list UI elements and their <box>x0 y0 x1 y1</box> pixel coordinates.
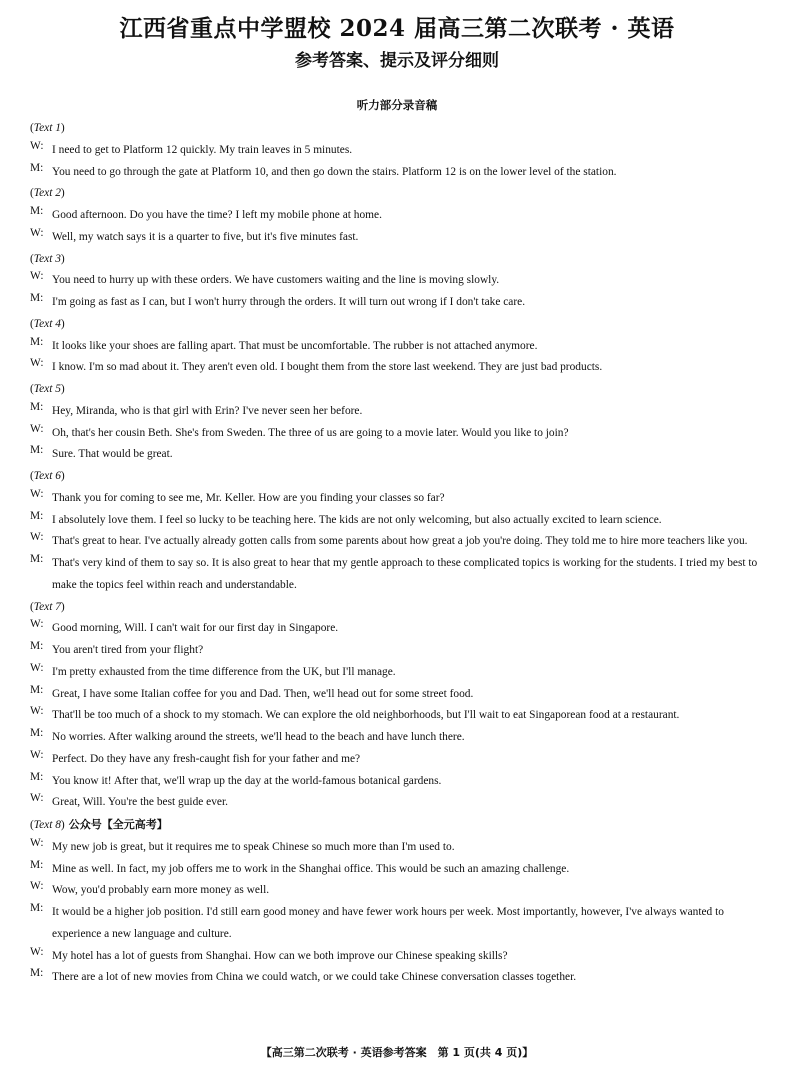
dialogue-line <box>30 357 772 379</box>
speaker-label: M: <box>30 770 44 783</box>
dialogue-line <box>30 792 772 814</box>
dialogue-text: Well, my watch says it is a quarter to five, but it's five minutes fast. <box>52 230 359 243</box>
dialogue-line <box>30 488 772 510</box>
dialogue-text: That's great to hear. I've actually already gotten calls from some parents about how great a job you're doing. They told me to hire more teachers like you. <box>52 535 748 548</box>
text-label: (Text 4) <box>30 317 65 330</box>
dialogue-line <box>30 292 772 314</box>
speaker-label: M: <box>30 205 44 217</box>
dialogue-text: There are a lot of new movies from China we could watch, or we could take Chinese conversation classes together. <box>52 971 577 984</box>
speaker-label: W: <box>30 531 44 544</box>
dialogue-text: Wow, you'd probably earn more money as well. <box>52 884 270 897</box>
speaker-label: W: <box>30 748 44 761</box>
dialogue-line <box>30 771 772 793</box>
speaker-label: M: <box>30 509 44 522</box>
dialogue-text: Sure. That would be great. <box>52 448 173 461</box>
text-label: (Text 1) <box>30 122 65 134</box>
dialogue-text: Mine as well. In fact, my job offers me to work in the Shanghai office. This would be such an amazing challenge. <box>52 862 570 875</box>
speaker-label: M: <box>30 292 44 304</box>
dialogue-line <box>30 510 772 532</box>
dialogue-line <box>30 967 772 989</box>
dialogue-line <box>30 902 772 946</box>
text-label: (Text 5) <box>30 383 65 395</box>
dialogue-text: Oh, that's her cousin Beth. She's from Sweden. The three of us are going to a movie later. Would you like to join? <box>52 426 569 439</box>
speaker-label: M: <box>30 640 44 652</box>
speaker-label: M: <box>30 553 44 565</box>
dialogue-text: You know it! After that, we'll wrap up the day at the world-famous botanical gardens. <box>52 774 442 787</box>
dialogue-text: No worries. After walking around the streets, we'll head to the beach and have lunch there. <box>52 731 465 743</box>
dialogue-line <box>30 531 772 553</box>
page-footer: 【高三第二次联考 · 英语参考答案 第 1 页(共 4 页)】 <box>260 1046 534 1059</box>
dialogue-text: I absolutely love them. I feel so lucky to be teaching here. The kids are not only welcoming, but also actually excited to learn science. <box>52 513 662 526</box>
dialogue-line <box>30 880 772 902</box>
text-label: (Text 2) <box>30 187 65 200</box>
speaker-label: M: <box>30 683 44 696</box>
dialogue-line <box>30 444 772 466</box>
speaker-label: W: <box>30 945 44 958</box>
dialogue-line <box>30 640 772 662</box>
dialogue-text: Perfect. Do they have any fresh-caught fish for your father and me? <box>52 752 361 765</box>
dialogue-line <box>30 205 772 227</box>
text-label: (Text 6) <box>30 470 65 482</box>
speaker-label: W: <box>30 880 44 893</box>
text-label: (Text 8) 公众号【全元高考】 <box>30 818 168 831</box>
dialogue-text: Hey, Miranda, who is that girl with Erin? I've never seen her before. <box>52 404 363 417</box>
speaker-label: W: <box>30 792 44 805</box>
dialogue-text: Good morning, Will. I can't wait for our first day in Singapore. <box>52 622 339 635</box>
dialogue-line <box>30 423 772 445</box>
dialogue-line <box>30 705 772 727</box>
dialogue-text: It would be a higher job position. I'd still earn good money and have fewer work hours per week. Most importantly, however, I've always wanted to experience a new language and culture. <box>52 906 724 940</box>
dialogue-text: I need to get to Platform 12 quickly. My train leaves in 5 minutes. <box>52 143 353 156</box>
dialogue-line <box>30 140 772 162</box>
dialogue-text: That's very kind of them to say so. It is also great to hear that my gentle approach to these complicated topics is working for the students. I tried my best to make the topics feel within reach and understandable. <box>52 557 758 591</box>
dialogue-line <box>30 553 772 597</box>
speaker-label: W: <box>30 618 44 631</box>
text-label: (Text 3) <box>30 252 65 265</box>
speaker-label: M: <box>30 967 44 980</box>
dialogue-text: I know. I'm so mad about it. They aren't even old. I bought them from the store last weekend. They are just bad products. <box>52 361 603 374</box>
speaker-label: M: <box>30 902 44 914</box>
dialogue-line <box>30 227 772 249</box>
speaker-label: W: <box>30 139 44 152</box>
dialogue-text: Good afternoon. Do you have the time? I left my mobile phone at home. <box>52 209 382 221</box>
speaker-label: W: <box>30 487 44 500</box>
dialogue-line <box>30 727 772 749</box>
dialogue-line <box>30 336 772 358</box>
document-subtitle: 参考答案、提示及评分细则 <box>295 51 499 71</box>
dialogue-text: That'll be too much of a shock to my stomach. We can explore the old neighborhoods, but I'll wait to eat Singaporean food at a restaurant. <box>52 709 680 722</box>
dialogue-text: You need to go through the gate at Platform 10, and then go down the stairs. Platform 12 is on the lower level of the station. <box>52 165 617 178</box>
speaker-label: M: <box>30 335 44 348</box>
speaker-label: M: <box>30 444 44 457</box>
dialogue-line <box>30 270 772 292</box>
speaker-label: W: <box>30 705 44 718</box>
transcript-body <box>30 118 772 989</box>
dialogue-text: Thank you for coming to see me, Mr. Keller. How are you finding your classes so far? <box>52 491 445 504</box>
dialogue-text: My new job is great, but it requires me to speak Chinese so much more than I'm used to. <box>52 840 455 853</box>
dialogue-line <box>30 662 772 684</box>
dialogue-text: Great, I have some Italian coffee for you and Dad. Then, we'll head out for some street food. <box>52 687 474 700</box>
dialogue-text: My hotel has a lot of guests from Shanghai. How can we both improve our Chinese speaking skills? <box>52 949 508 962</box>
speaker-label: W: <box>30 357 44 370</box>
dialogue-line <box>30 684 772 706</box>
dialogue-text: You aren't tired from your flight? <box>52 644 204 656</box>
text-label: (Text 7) <box>30 600 65 613</box>
dialogue-text: I'm pretty exhausted from the time difference from the UK, but I'll manage. <box>52 665 396 678</box>
dialogue-text: I'm going as fast as I can, but I won't hurry through the orders. It will turn out wrong if I don't take care. <box>52 296 526 308</box>
dialogue-line <box>30 749 772 771</box>
speaker-label: M: <box>30 858 44 871</box>
dialogue-text: You need to hurry up with these orders. We have customers waiting and the line is moving slowly. <box>52 274 500 287</box>
document-title: 江西省重点中学盟校 2024 届高三第二次联考 · 英语 <box>119 15 675 42</box>
dialogue-text: Great, Will. You're the best guide ever. <box>52 796 229 809</box>
dialogue-text: It looks like your shoes are falling apart. That must be uncomfortable. The rubber is not attached anymore. <box>52 339 538 352</box>
section-heading: 听力部分录音稿 <box>356 98 438 112</box>
dialogue-line <box>30 162 772 184</box>
speaker-label: W: <box>30 270 44 283</box>
dialogue-line <box>30 837 772 859</box>
dialogue-line <box>30 946 772 968</box>
speaker-label: W: <box>30 226 44 239</box>
speaker-label: W: <box>30 422 44 435</box>
dialogue-line <box>30 859 772 881</box>
watermark-note: 公众号【全元高考】 <box>68 818 168 831</box>
speaker-label: W: <box>30 661 44 674</box>
speaker-label: W: <box>30 836 44 849</box>
speaker-label: M: <box>30 727 44 739</box>
dialogue-line <box>30 401 772 423</box>
speaker-label: M: <box>30 161 44 174</box>
dialogue-line <box>30 618 772 640</box>
speaker-label: M: <box>30 400 44 413</box>
